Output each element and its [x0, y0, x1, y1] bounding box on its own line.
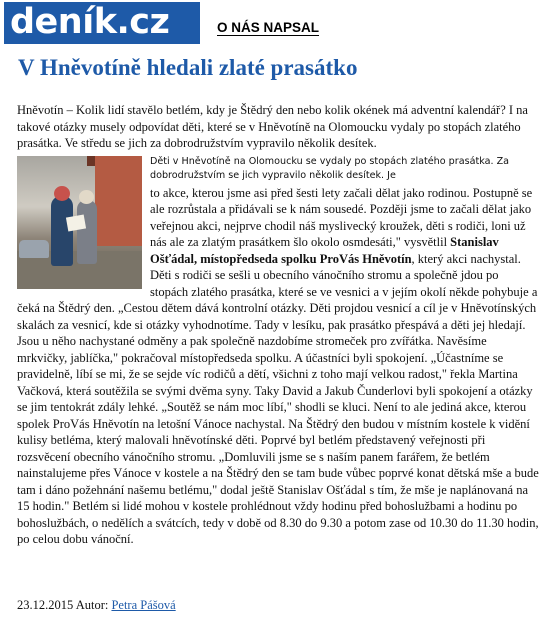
article-body	[17, 102, 539, 548]
section-link-o-nas-napsal[interactable]: O NÁS NAPSAL	[217, 20, 320, 35]
article-meta	[17, 598, 176, 613]
article-date: 23.12.2015	[17, 598, 74, 612]
paragraph-end: , který akci nachystal. Děti s rodiči se sešli u obecního vánočního stromu a společně jdou po stopách zlatého prasátka, které se ve vesnici a v jejím okolí někde pohybuje a čeká na Štědrý den. „Cestou dětem dává kontrolní otázky. Děti projdou vesnicí a cíl je v Hněvotínských skalách za vesnicí, kde si otázky vyhodnotíme. Tady v lesíku, pak prasátko přespává a děti jej hledají. Jsou u něho nachystané odměny a pak společně nazdobíme stromeček pro zvířátka. Navěsíme mrkvičky, jablíčka," pokračoval místopředseda spolku. A účastníci byli spokojení. „Účastníme se pravidelně, líbí se mi, že se sejde víc rodičů a dětí, všichni z toho mají velkou radost," řekla Martina Vačková, která soutěžila se svými dvěma syny. Taky David a Jakub Čunderlovi byli spokojení a otázky se jim tentokrát zdály lehké. „Soutěž se nám moc líbí," shodli se kluci. Není to ale jediná akce, kterou spolek ProVás Hněvotín na letošní Vánoce nachystal. Na Štědrý den budou v místním kostele k vidění kulisy betléma, který malovali hněvotínské děti. Poprvé byl betlém představený veřejnosti při rozsvěcení obecního vánočního stromu. „Domluvili jsme se s naším panem farářem, že betlém nainstalujeme přes Vánoce v kostele a na Štědrý den se tam bude vůbec poprvé konat dětská mše a bude tam i dáno požehnání našemu betlému," dodal ještě Stanislav Ošťádal s tím, že mše je naplánovaná na 15 hodin." Betlém si lidé mohou v kostele prohlédnout vždy hodinu před bohoslužbami a hodinu po bohoslužbách, o nedělích a svátcích, tedy v době od 8.30 do 9.30 a potom zase od 10.30 do 11.30 hodin, po celou dobu vánoční.	[17, 251, 539, 546]
photo-caption: Děti v Hněvotíně na Olomoucku se vydaly po stopách zlatého prasátka. Za dobrodružstvím se jich vypravilo několik desítek. Je	[150, 155, 510, 181]
article-photo	[17, 156, 142, 289]
article-title: V Hněvotíně hledali zlaté prasátko	[18, 55, 358, 80]
paragraph-start: to akce, kterou jsme asi před šesti lety začali dělat jako rodinou. Postupně se ale rozrůstala a přidávali se k nám sousedé. Později jsme to začali dělat jako veřejnou akci, nejprve chodil náš myslivecký kroužek, děti s rodiči, loni už nás ale za zlatým prasátkem šlo okolo osmdesáti," vysvětlil	[150, 185, 533, 249]
speaker-name: Stanislav Ošťádal, místopředseda spolku ProVás Hněvotín	[150, 235, 499, 266]
author-link[interactable]: Petra Pášová	[111, 598, 176, 612]
author-prefix: Autor:	[75, 598, 109, 612]
denik-logo[interactable]: deník.cz	[4, 2, 200, 44]
header	[4, 2, 547, 46]
article-intro: Hněvotín – Kolik lidí stavělo betlém, kdy je Štědrý den nebo kolik okének má adventní kalendář? I na takové otázky musely odpovídat děti, které se v Hněvotíně na Olomoucku vydaly po stopách zlatého prasátka. Ve středu se jich za dobrodružstvím vypravilo několik desítek.	[17, 103, 528, 150]
